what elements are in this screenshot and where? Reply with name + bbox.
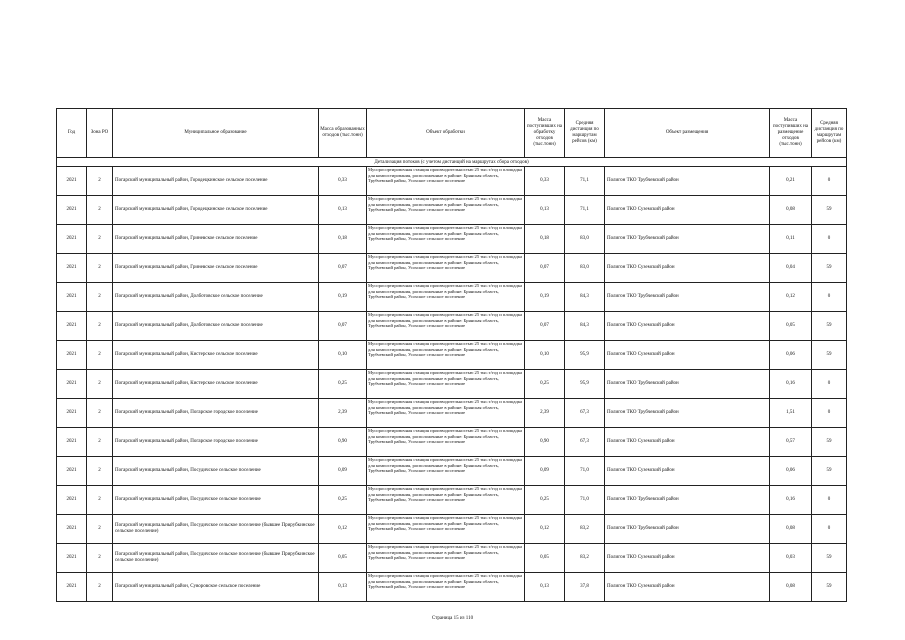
cell-placement-object: Полигон ТКО Трубчевский район xyxy=(605,225,770,254)
cell-zone: 2 xyxy=(87,428,113,457)
cell-distance-to-placement: 59 xyxy=(812,544,847,573)
cell-mass-generated: 0,09 xyxy=(319,457,367,486)
cell-mass-to-placement: 1,51 xyxy=(770,399,812,428)
cell-mass-generated: 2,39 xyxy=(319,399,367,428)
table-row xyxy=(57,428,847,457)
cell-mass-to-processing: 0,90 xyxy=(525,428,565,457)
table-row xyxy=(57,254,847,283)
header-mass-generated: Масса образованных отходов (тыс.тонн) xyxy=(319,109,367,158)
cell-municipality: Погарский муниципальный район, Посудичское сельское поселение (бывшее Прирубкинское сельское поселение) xyxy=(113,515,319,544)
cell-mass-to-processing: 0,12 xyxy=(525,515,565,544)
table-row xyxy=(57,457,847,486)
cell-municipality: Погарский муниципальный район, Посудичское сельское поселение xyxy=(113,486,319,515)
cell-mass-to-processing: 0,07 xyxy=(525,312,565,341)
cell-mass-to-placement: 0,06 xyxy=(770,457,812,486)
cell-municipality: Погарский муниципальный район, Суворовское сельское поселение xyxy=(113,573,319,602)
cell-mass-generated: 0,18 xyxy=(319,225,367,254)
cell-distance-to-processing: 67,3 xyxy=(565,399,605,428)
cell-placement-object: Полигон ТКО Суземский район xyxy=(605,254,770,283)
cell-distance-to-placement: 0 xyxy=(812,167,847,196)
cell-processing-object: Мусоросортировочная станция производительностью 25 тыс.т/год и площадка для компостирования, расположенные в районе: Брянская область, Трубчевский район, Усохское сельское поселение xyxy=(367,312,525,341)
header-mass-to-processing: Масса поступивших на обработку отходов (тыс.тонн) xyxy=(525,109,565,158)
cell-placement-object: Полигон ТКО Суземский район xyxy=(605,341,770,370)
cell-mass-generated: 0,05 xyxy=(319,544,367,573)
cell-placement-object: Полигон ТКО Трубчевский район xyxy=(605,486,770,515)
cell-distance-to-processing: 95,9 xyxy=(565,341,605,370)
cell-placement-object: Полигон ТКО Трубчевский район xyxy=(605,370,770,399)
cell-municipality: Погарский муниципальный район, Посудичское сельское поселение (бывшее Прирубкинское сельское поселение) xyxy=(113,544,319,573)
header-year: Год xyxy=(57,109,87,158)
cell-municipality: Погарский муниципальный район, Кистерское сельское поселение xyxy=(113,370,319,399)
cell-mass-to-processing: 0,05 xyxy=(525,544,565,573)
cell-distance-to-placement: 59 xyxy=(812,428,847,457)
cell-distance-to-processing: 71,0 xyxy=(565,486,605,515)
table-row xyxy=(57,312,847,341)
cell-municipality: Погарский муниципальный район, Погарское городское поселение xyxy=(113,428,319,457)
cell-processing-object: Мусоросортировочная станция производительностью 25 тыс.т/год и площадка для компостирования, расположенные в районе: Брянская область, Трубчевский район, Усохское сельское поселение xyxy=(367,515,525,544)
cell-year: 2021 xyxy=(57,167,87,196)
cell-mass-to-processing: 0,10 xyxy=(525,341,565,370)
cell-distance-to-processing: 67,3 xyxy=(565,428,605,457)
cell-year: 2021 xyxy=(57,370,87,399)
cell-zone: 2 xyxy=(87,167,113,196)
cell-mass-generated: 0,13 xyxy=(319,196,367,225)
document-sheet xyxy=(56,108,846,602)
cell-year: 2021 xyxy=(57,196,87,225)
cell-year: 2021 xyxy=(57,486,87,515)
cell-year: 2021 xyxy=(57,312,87,341)
cell-mass-generated: 0,25 xyxy=(319,370,367,399)
cell-zone: 2 xyxy=(87,399,113,428)
cell-mass-generated: 0,13 xyxy=(319,573,367,602)
cell-year: 2021 xyxy=(57,515,87,544)
cell-mass-to-processing: 2,39 xyxy=(525,399,565,428)
table-title: Детализация потоков (с учетом дистанций на маршрутах сбора отходов) xyxy=(57,158,847,167)
cell-distance-to-processing: 83,0 xyxy=(565,225,605,254)
table-row xyxy=(57,573,847,602)
cell-distance-to-processing: 83,2 xyxy=(565,544,605,573)
cell-mass-to-processing: 0,09 xyxy=(525,457,565,486)
table-caption xyxy=(57,158,847,167)
flows-table xyxy=(56,108,847,602)
cell-distance-to-placement: 0 xyxy=(812,225,847,254)
table-row xyxy=(57,399,847,428)
cell-year: 2021 xyxy=(57,457,87,486)
cell-zone: 2 xyxy=(87,254,113,283)
cell-placement-object: Полигон ТКО Трубчевский район xyxy=(605,399,770,428)
cell-distance-to-processing: 84,3 xyxy=(565,312,605,341)
cell-mass-to-placement: 0,05 xyxy=(770,312,812,341)
cell-placement-object: Полигон ТКО Суземский район xyxy=(605,544,770,573)
cell-processing-object: Мусоросортировочная станция производительностью 25 тыс.т/год и площадка для компостирования, расположенные в районе: Брянская область, Трубчевский район, Усохское сельское поселение xyxy=(367,196,525,225)
cell-mass-to-processing: 0,25 xyxy=(525,486,565,515)
cell-municipality: Погарский муниципальный район, Гриневское сельское поселение xyxy=(113,254,319,283)
cell-distance-to-processing: 84,3 xyxy=(565,283,605,312)
cell-municipality: Погарский муниципальный район, Погарское городское поселение xyxy=(113,399,319,428)
cell-distance-to-placement: 59 xyxy=(812,341,847,370)
cell-distance-to-processing: 83,0 xyxy=(565,254,605,283)
cell-year: 2021 xyxy=(57,544,87,573)
table-row xyxy=(57,370,847,399)
cell-mass-to-placement: 0,16 xyxy=(770,486,812,515)
cell-processing-object: Мусоросортировочная станция производительностью 25 тыс.т/год и площадка для компостирования, расположенные в районе: Брянская область, Трубчевский район, Усохское сельское поселение xyxy=(367,225,525,254)
cell-processing-object: Мусоросортировочная станция производительностью 25 тыс.т/год и площадка для компостирования, расположенные в районе: Брянская область, Трубчевский район, Усохское сельское поселение xyxy=(367,486,525,515)
cell-year: 2021 xyxy=(57,341,87,370)
cell-processing-object: Мусоросортировочная станция производительностью 25 тыс.т/год и площадка для компостирования, расположенные в районе: Брянская область, Трубчевский район, Усохское сельское поселение xyxy=(367,167,525,196)
cell-municipality: Погарский муниципальный район, Кистерское сельское поселение xyxy=(113,341,319,370)
cell-distance-to-placement: 59 xyxy=(812,312,847,341)
table-body xyxy=(57,167,847,602)
cell-distance-to-placement: 0 xyxy=(812,283,847,312)
header-placement-object: Объект размещения xyxy=(605,109,770,158)
cell-placement-object: Полигон ТКО Трубчевский район xyxy=(605,283,770,312)
cell-processing-object: Мусоросортировочная станция производительностью 25 тыс.т/год и площадка для компостирования, расположенные в районе: Брянская область, Трубчевский район, Усохское сельское поселение xyxy=(367,573,525,602)
table-row xyxy=(57,283,847,312)
cell-distance-to-placement: 0 xyxy=(812,399,847,428)
cell-mass-to-processing: 0,13 xyxy=(525,573,565,602)
cell-zone: 2 xyxy=(87,341,113,370)
cell-mass-generated: 0,90 xyxy=(319,428,367,457)
cell-distance-to-placement: 59 xyxy=(812,254,847,283)
cell-placement-object: Полигон ТКО Суземский район xyxy=(605,196,770,225)
cell-zone: 2 xyxy=(87,486,113,515)
cell-zone: 2 xyxy=(87,573,113,602)
cell-mass-generated: 0,33 xyxy=(319,167,367,196)
cell-zone: 2 xyxy=(87,196,113,225)
table-row xyxy=(57,544,847,573)
cell-mass-to-processing: 0,25 xyxy=(525,370,565,399)
cell-processing-object: Мусоросортировочная станция производительностью 25 тыс.т/год и площадка для компостирования, расположенные в районе: Брянская область, Трубчевский район, Усохское сельское поселение xyxy=(367,399,525,428)
table-row xyxy=(57,486,847,515)
cell-mass-to-placement: 0,08 xyxy=(770,573,812,602)
cell-distance-to-processing: 71,0 xyxy=(565,457,605,486)
cell-municipality: Погарский муниципальный район, Долботовское сельское поселение xyxy=(113,283,319,312)
cell-mass-to-placement: 0,03 xyxy=(770,544,812,573)
header-processing-object: Объект обработки xyxy=(367,109,525,158)
cell-year: 2021 xyxy=(57,254,87,283)
cell-year: 2021 xyxy=(57,428,87,457)
cell-processing-object: Мусоросортировочная станция производительностью 25 тыс.т/год и площадка для компостирования, расположенные в районе: Брянская область, Трубчевский район, Усохское сельское поселение xyxy=(367,341,525,370)
cell-year: 2021 xyxy=(57,573,87,602)
cell-mass-to-processing: 0,19 xyxy=(525,283,565,312)
cell-zone: 2 xyxy=(87,544,113,573)
cell-processing-object: Мусоросортировочная станция производительностью 25 тыс.т/год и площадка для компостирования, расположенные в районе: Брянская область, Трубчевский район, Усохское сельское поселение xyxy=(367,283,525,312)
cell-mass-generated: 0,07 xyxy=(319,254,367,283)
cell-mass-generated: 0,10 xyxy=(319,341,367,370)
cell-mass-to-processing: 0,33 xyxy=(525,167,565,196)
cell-processing-object: Мусоросортировочная станция производительностью 25 тыс.т/год и площадка для компостирования, расположенные в районе: Брянская область, Трубчевский район, Усохское сельское поселение xyxy=(367,457,525,486)
header-distance-to-processing: Средняя дистанция по маршрутам рейсов (км) xyxy=(565,109,605,158)
cell-distance-to-processing: 71,1 xyxy=(565,167,605,196)
cell-mass-to-processing: 0,13 xyxy=(525,196,565,225)
cell-year: 2021 xyxy=(57,225,87,254)
cell-mass-to-processing: 0,07 xyxy=(525,254,565,283)
cell-zone: 2 xyxy=(87,225,113,254)
cell-mass-to-placement: 0,12 xyxy=(770,283,812,312)
cell-distance-to-processing: 95,9 xyxy=(565,370,605,399)
cell-distance-to-placement: 0 xyxy=(812,486,847,515)
cell-mass-generated: 0,25 xyxy=(319,486,367,515)
cell-distance-to-placement: 59 xyxy=(812,457,847,486)
table-row xyxy=(57,196,847,225)
cell-municipality: Погарский муниципальный район, Посудичское сельское поселение xyxy=(113,457,319,486)
cell-municipality: Погарский муниципальный район, Городецкинское сельское поселение xyxy=(113,167,319,196)
cell-processing-object: Мусоросортировочная станция производительностью 25 тыс.т/год и площадка для компостирования, расположенные в районе: Брянская область, Трубчевский район, Усохское сельское поселение xyxy=(367,428,525,457)
table-row xyxy=(57,225,847,254)
cell-mass-generated: 0,07 xyxy=(319,312,367,341)
cell-placement-object: Полигон ТКО Трубчевский район xyxy=(605,515,770,544)
cell-placement-object: Полигон ТКО Суземский район xyxy=(605,312,770,341)
cell-municipality: Погарский муниципальный район, Долботовское сельское поселение xyxy=(113,312,319,341)
cell-placement-object: Полигон ТКО Суземский район xyxy=(605,428,770,457)
cell-processing-object: Мусоросортировочная станция производительностью 25 тыс.т/год и площадка для компостирования, расположенные в районе: Брянская область, Трубчевский район, Усохское сельское поселение xyxy=(367,544,525,573)
cell-mass-generated: 0,19 xyxy=(319,283,367,312)
cell-mass-generated: 0,12 xyxy=(319,515,367,544)
cell-distance-to-processing: 83,2 xyxy=(565,515,605,544)
cell-mass-to-placement: 0,08 xyxy=(770,515,812,544)
cell-distance-to-processing: 37,8 xyxy=(565,573,605,602)
cell-distance-to-placement: 59 xyxy=(812,196,847,225)
cell-processing-object: Мусоросортировочная станция производительностью 25 тыс.т/год и площадка для компостирования, расположенные в районе: Брянская область, Трубчевский район, Усохское сельское поселение xyxy=(367,370,525,399)
cell-mass-to-placement: 0,11 xyxy=(770,225,812,254)
cell-processing-object: Мусоросортировочная станция производительностью 25 тыс.т/год и площадка для компостирования, расположенные в районе: Брянская область, Трубчевский район, Усохское сельское поселение xyxy=(367,254,525,283)
cell-mass-to-processing: 0,18 xyxy=(525,225,565,254)
header-municipality: Муниципальное образование xyxy=(113,109,319,158)
cell-distance-to-placement: 0 xyxy=(812,370,847,399)
cell-year: 2021 xyxy=(57,283,87,312)
cell-mass-to-placement: 0,06 xyxy=(770,341,812,370)
cell-mass-to-placement: 0,16 xyxy=(770,370,812,399)
cell-mass-to-placement: 0,21 xyxy=(770,167,812,196)
table-row xyxy=(57,341,847,370)
header-mass-to-placement: Масса поступивших на размещение отходов (тыс.тонн) xyxy=(770,109,812,158)
cell-placement-object: Полигон ТКО Суземский район xyxy=(605,573,770,602)
cell-zone: 2 xyxy=(87,312,113,341)
cell-distance-to-placement: 0 xyxy=(812,515,847,544)
cell-year: 2021 xyxy=(57,399,87,428)
cell-zone: 2 xyxy=(87,370,113,399)
cell-distance-to-placement: 59 xyxy=(812,573,847,602)
cell-distance-to-processing: 71,1 xyxy=(565,196,605,225)
cell-municipality: Погарский муниципальный район, Гриневское сельское поселение xyxy=(113,225,319,254)
cell-zone: 2 xyxy=(87,515,113,544)
cell-mass-to-placement: 0,57 xyxy=(770,428,812,457)
table-row xyxy=(57,515,847,544)
cell-placement-object: Полигон ТКО Трубчевский район xyxy=(605,167,770,196)
page-number: Страница 15 из 110 xyxy=(431,616,474,621)
cell-mass-to-placement: 0,04 xyxy=(770,254,812,283)
header-zone: Зона РО xyxy=(87,109,113,158)
cell-zone: 2 xyxy=(87,457,113,486)
header-distance-to-placement: Средняя дистанция по маршрутам рейсов (км) xyxy=(812,109,847,158)
cell-mass-to-placement: 0,08 xyxy=(770,196,812,225)
cell-placement-object: Полигон ТКО Суземский район xyxy=(605,457,770,486)
table-row xyxy=(57,167,847,196)
cell-zone: 2 xyxy=(87,283,113,312)
table-header xyxy=(57,109,847,158)
cell-municipality: Погарский муниципальный район, Городецкинское сельское поселение xyxy=(113,196,319,225)
